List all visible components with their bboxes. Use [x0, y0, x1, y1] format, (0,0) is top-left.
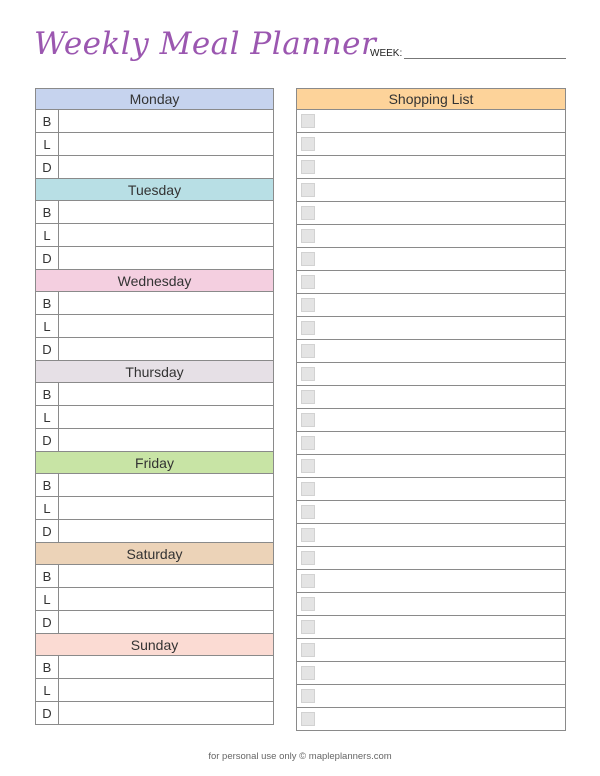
meal-letter: B — [36, 474, 59, 496]
meal-row — [35, 110, 274, 133]
shopping-list-item[interactable] — [296, 179, 566, 202]
meal-letter: L — [36, 497, 59, 519]
checkbox[interactable] — [301, 390, 315, 404]
meal-entry-field[interactable] — [59, 156, 273, 178]
checkbox[interactable] — [301, 252, 315, 266]
checkbox[interactable] — [301, 505, 315, 519]
meal-row — [35, 611, 274, 634]
meal-letter: D — [36, 611, 59, 633]
checkbox[interactable] — [301, 551, 315, 565]
meal-row — [35, 565, 274, 588]
checkbox[interactable] — [301, 620, 315, 634]
shopping-list-item[interactable] — [296, 547, 566, 570]
checkbox[interactable] — [301, 482, 315, 496]
meal-letter: L — [36, 224, 59, 246]
meal-entry-field[interactable] — [59, 224, 273, 246]
meal-entry-field[interactable] — [59, 292, 273, 314]
meal-letter: B — [36, 292, 59, 314]
checkbox[interactable] — [301, 459, 315, 473]
checkbox[interactable] — [301, 275, 315, 289]
checkbox[interactable] — [301, 321, 315, 335]
checkbox[interactable] — [301, 344, 315, 358]
meal-letter: D — [36, 429, 59, 451]
meal-row — [35, 224, 274, 247]
day-header-tuesday: Tuesday — [35, 179, 274, 201]
shopping-list-item[interactable] — [296, 248, 566, 271]
week-input-line[interactable] — [404, 48, 566, 59]
meal-row — [35, 247, 274, 270]
meal-row — [35, 315, 274, 338]
checkbox[interactable] — [301, 183, 315, 197]
meal-letter: D — [36, 702, 59, 724]
checkbox[interactable] — [301, 436, 315, 450]
meal-row — [35, 133, 274, 156]
meal-entry-field[interactable] — [59, 315, 273, 337]
page-title: Weekly Meal Planner — [34, 26, 377, 62]
meal-row — [35, 702, 274, 725]
shopping-list-item[interactable] — [296, 271, 566, 294]
meal-row — [35, 406, 274, 429]
checkbox[interactable] — [301, 206, 315, 220]
shopping-list-item[interactable] — [296, 455, 566, 478]
day-header-monday: Monday — [35, 88, 274, 110]
meal-entry-field[interactable] — [59, 247, 273, 269]
meal-entry-field[interactable] — [59, 201, 273, 223]
meal-entry-field[interactable] — [59, 702, 273, 724]
shopping-list-item[interactable] — [296, 294, 566, 317]
checkbox[interactable] — [301, 643, 315, 657]
shopping-list-item[interactable] — [296, 386, 566, 409]
meal-row — [35, 520, 274, 543]
meal-letter: L — [36, 315, 59, 337]
shopping-list-item[interactable] — [296, 570, 566, 593]
meal-row — [35, 588, 274, 611]
meal-row — [35, 201, 274, 224]
shopping-list-item[interactable] — [296, 478, 566, 501]
checkbox[interactable] — [301, 298, 315, 312]
meal-letter: B — [36, 201, 59, 223]
meal-entry-field[interactable] — [59, 588, 273, 610]
shopping-list-item[interactable] — [296, 340, 566, 363]
meal-letter: B — [36, 383, 59, 405]
footer-note: for personal use only © mapleplanners.com — [208, 751, 392, 762]
meal-entry-field[interactable] — [59, 133, 273, 155]
day-header-friday: Friday — [35, 452, 274, 474]
shopping-list-item[interactable] — [296, 225, 566, 248]
meal-entry-field[interactable] — [59, 497, 273, 519]
week-label: WEEK: — [370, 48, 403, 59]
shopping-list-header: Shopping List — [296, 88, 566, 110]
shopping-list-item[interactable] — [296, 593, 566, 616]
checkbox[interactable] — [301, 114, 315, 128]
shopping-list-item[interactable] — [296, 432, 566, 455]
day-header-sunday: Sunday — [35, 634, 274, 656]
shopping-list-item[interactable] — [296, 409, 566, 432]
checkbox[interactable] — [301, 666, 315, 680]
shopping-list-item[interactable] — [296, 685, 566, 708]
meal-entry-field[interactable] — [59, 406, 273, 428]
meal-row — [35, 156, 274, 179]
meal-entry-field[interactable] — [59, 520, 273, 542]
meal-letter: L — [36, 588, 59, 610]
checkbox[interactable] — [301, 160, 315, 174]
meal-row — [35, 383, 274, 406]
checkbox[interactable] — [301, 229, 315, 243]
meal-entry-field[interactable] — [59, 110, 273, 132]
week-field — [370, 48, 566, 59]
shopping-list-item[interactable] — [296, 133, 566, 156]
meal-entry-field[interactable] — [59, 565, 273, 587]
day-header-wednesday: Wednesday — [35, 270, 274, 292]
meal-letter: D — [36, 338, 59, 360]
checkbox[interactable] — [301, 574, 315, 588]
meal-row — [35, 656, 274, 679]
meal-entry-field[interactable] — [59, 383, 273, 405]
checkbox[interactable] — [301, 367, 315, 381]
meal-row — [35, 497, 274, 520]
shopping-list-item[interactable] — [296, 202, 566, 225]
meal-row — [35, 679, 274, 702]
meal-letter: D — [36, 156, 59, 178]
shopping-list-item[interactable] — [296, 363, 566, 386]
meal-entry-field[interactable] — [59, 429, 273, 451]
meal-entry-field[interactable] — [59, 679, 273, 701]
shopping-list-item[interactable] — [296, 639, 566, 662]
checkbox[interactable] — [301, 689, 315, 703]
checkbox[interactable] — [301, 137, 315, 151]
meal-letter: B — [36, 656, 59, 678]
meal-row — [35, 474, 274, 497]
checkbox[interactable] — [301, 413, 315, 427]
meal-row — [35, 292, 274, 315]
shopping-list-item[interactable] — [296, 156, 566, 179]
checkbox[interactable] — [301, 528, 315, 542]
meal-letter: D — [36, 247, 59, 269]
meal-letter: L — [36, 133, 59, 155]
meal-plan-column — [35, 88, 274, 725]
meal-letter: L — [36, 679, 59, 701]
day-header-thursday: Thursday — [35, 361, 274, 383]
meal-letter: L — [36, 406, 59, 428]
meal-letter: D — [36, 520, 59, 542]
meal-entry-field[interactable] — [59, 611, 273, 633]
checkbox[interactable] — [301, 712, 315, 726]
day-header-saturday: Saturday — [35, 543, 274, 565]
shopping-list-item[interactable] — [296, 110, 566, 133]
meal-entry-field[interactable] — [59, 338, 273, 360]
meal-entry-field[interactable] — [59, 656, 273, 678]
meal-letter: B — [36, 565, 59, 587]
shopping-list-item[interactable] — [296, 501, 566, 524]
shopping-list-item[interactable] — [296, 616, 566, 639]
checkbox[interactable] — [301, 597, 315, 611]
shopping-list-column — [296, 88, 566, 731]
meal-row — [35, 338, 274, 361]
meal-entry-field[interactable] — [59, 474, 273, 496]
meal-letter: B — [36, 110, 59, 132]
shopping-list-item[interactable] — [296, 524, 566, 547]
shopping-list-item[interactable] — [296, 708, 566, 731]
shopping-list-item[interactable] — [296, 662, 566, 685]
meal-row — [35, 429, 274, 452]
shopping-list-item[interactable] — [296, 317, 566, 340]
